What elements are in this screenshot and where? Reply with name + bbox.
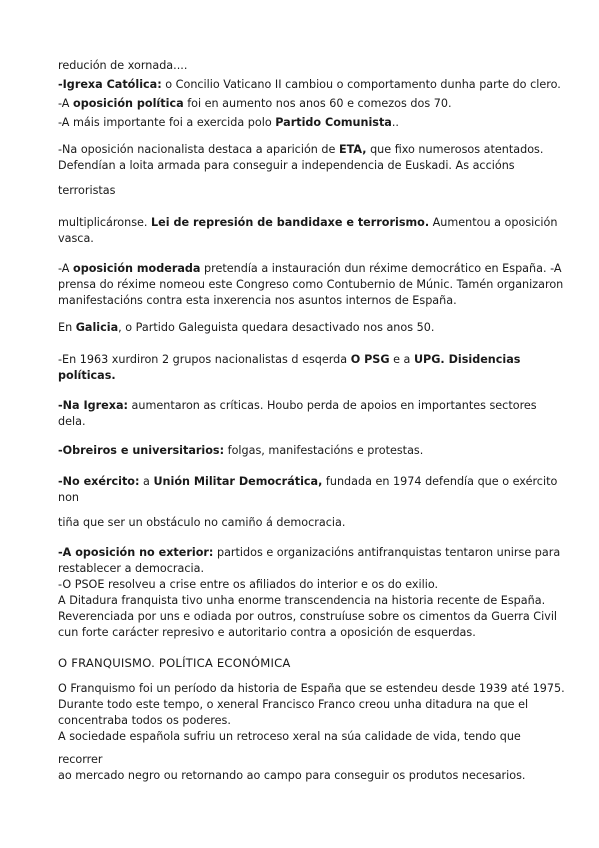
text-line: Durante todo este tempo, o xeneral Francisco Franco creou unha ditadura na que el: [58, 698, 529, 711]
paragraph-franquismo: [58, 681, 565, 745]
text-line: manifestacións contra esta inxerencia nos asuntos internos de España.: [58, 294, 457, 307]
paragraph-terroristas: [58, 183, 548, 199]
bold-term: UPG. Disidencias: [413, 353, 521, 366]
text-line: [58, 77, 561, 93]
bold-term: -No exército:: [58, 475, 140, 488]
text-run: -Na oposición nacionalista destaca a aparición de: [58, 143, 339, 156]
text-line: [58, 368, 548, 384]
text-line: [58, 96, 548, 112]
bold-term: oposición moderada: [73, 262, 201, 275]
text-line: cun forte carácter represivo e autoritario contra a oposición de esquerdas.: [58, 626, 476, 639]
text-line: [58, 215, 558, 231]
text-run: Aumentou a oposición: [429, 216, 558, 229]
bold-term: -A oposición no exterior:: [58, 546, 214, 559]
text-line: [58, 474, 558, 490]
bold-term: Lei de represión de bandidaxe e terrorismo.: [151, 216, 430, 229]
text-line: vasca.: [58, 232, 94, 245]
text-line: terroristas: [58, 184, 116, 197]
text-line: [58, 115, 548, 131]
text-line: recorrer: [58, 753, 103, 766]
bold-term: ETA,: [338, 143, 367, 156]
text-line: redución de xornada....: [58, 59, 188, 72]
paragraph-eta: [58, 142, 548, 174]
bold-term: Galicia: [75, 321, 119, 334]
text-line: tiña que ser un obstáculo no camiño á democracia.: [58, 516, 346, 529]
text-line: A sociedade española sufriu un retroceso xeral na súa calidade de vida, tendo que: [58, 730, 521, 743]
text-run: folgas, manifestacións e protestas.: [224, 444, 424, 457]
text-run: , o Partido Galeguista quedara desactivado nos anos 50.: [118, 321, 435, 334]
text-line: concentraba todos os poderes.: [58, 714, 231, 727]
bold-term: Partido Comunista: [275, 116, 392, 129]
bold-term: -Igrexa Católica:: [58, 78, 162, 91]
text-run: foi en aumento nos anos 60 e comezos dos 70.: [183, 97, 452, 110]
text-run: -En 1963 xurdiron 2 grupos nacionalistas d esqerda: [58, 353, 351, 366]
text-line: [58, 443, 548, 459]
text-run: que fixo numerosos atentados.: [366, 143, 544, 156]
bold-term: O PSG: [350, 353, 390, 366]
text-line: [58, 352, 548, 368]
text-run: e a: [389, 353, 414, 366]
text-run: En: [58, 321, 76, 334]
text-run: fundada en 1974 defendía que o exército: [322, 475, 558, 488]
paragraph-obreiros: [58, 443, 548, 459]
text-run: aumentaron as críticas. Houbo perda de apoios en importantes sectores: [127, 399, 537, 412]
section-heading: O FRANQUISMO. POLÍTICA ECONÓMICA: [58, 656, 291, 670]
paragraph-exercito: [58, 474, 558, 506]
text-line: restablecer a democracia.: [58, 562, 205, 575]
text-line: [58, 398, 548, 414]
text-line: dela.: [58, 415, 86, 428]
text-run: o Concilio Vaticano II cambiou o comportamento dunha parte do clero.: [161, 78, 561, 91]
text-run: multiplicáronse.: [58, 216, 152, 229]
paragraph-igrexa: [58, 398, 548, 430]
paragraph-recorrer: [58, 752, 548, 784]
text-line: [58, 320, 548, 336]
text-line: O Franquismo foi un período da historia de España que se estendeu desde 1939 até 1975.: [58, 682, 565, 695]
text-line: ao mercado negro ou retornando ao campo para conseguir os produtos necesarios.: [58, 769, 526, 782]
text-run: -A máis importante foi a exercida polo: [58, 116, 276, 129]
text-run: ..: [391, 116, 399, 129]
text-run: pretendía a instauración dun réxime democrático en España. -A: [200, 262, 562, 275]
paragraph-democracia: [58, 515, 548, 531]
text-line: Defendían a loita armada para conseguir a independencia de Euskadi. As accións: [58, 159, 515, 172]
text-line: Reverenciada por uns e odiada por outros, construíuse sobre os cimentos da Guerra Civil: [58, 610, 558, 623]
text-run: -A: [58, 262, 74, 275]
bold-term: oposición política: [73, 97, 184, 110]
text-run: -A: [58, 97, 74, 110]
bold-term: -Obreiros e universitarios:: [58, 444, 225, 457]
bold-term: políticas.: [58, 369, 116, 382]
paragraph-galicia: [58, 320, 548, 336]
paragraph-lei-represion: [58, 215, 558, 247]
text-line: [58, 142, 548, 158]
text-line: prensa do réxime nomeou este Congreso como Contubernio de Múnic. Tamén organizaron: [58, 278, 564, 291]
text-run: partidos e organizacións antifranquistas tentaron unirse para: [213, 546, 561, 559]
text-line: A Ditadura franquista tivo unha enorme transcendencia na historia recente de España.: [58, 594, 546, 607]
text-line: [58, 261, 562, 277]
text-line: [58, 545, 561, 561]
paragraph-psg-upg: [58, 352, 548, 384]
text-line: non: [58, 491, 80, 504]
bold-term: Unión Militar Democrática,: [153, 475, 323, 488]
paragraph-exterior: [58, 545, 561, 641]
text-line: -O PSOE resolveu a crise entre os afiliados do interior e os do exilio.: [58, 578, 439, 591]
paragraph-xornada: [58, 58, 561, 131]
paragraph-oposicion-moderada: [58, 261, 564, 309]
bold-term: -Na Igrexa:: [58, 399, 128, 412]
text-run: a: [139, 475, 154, 488]
